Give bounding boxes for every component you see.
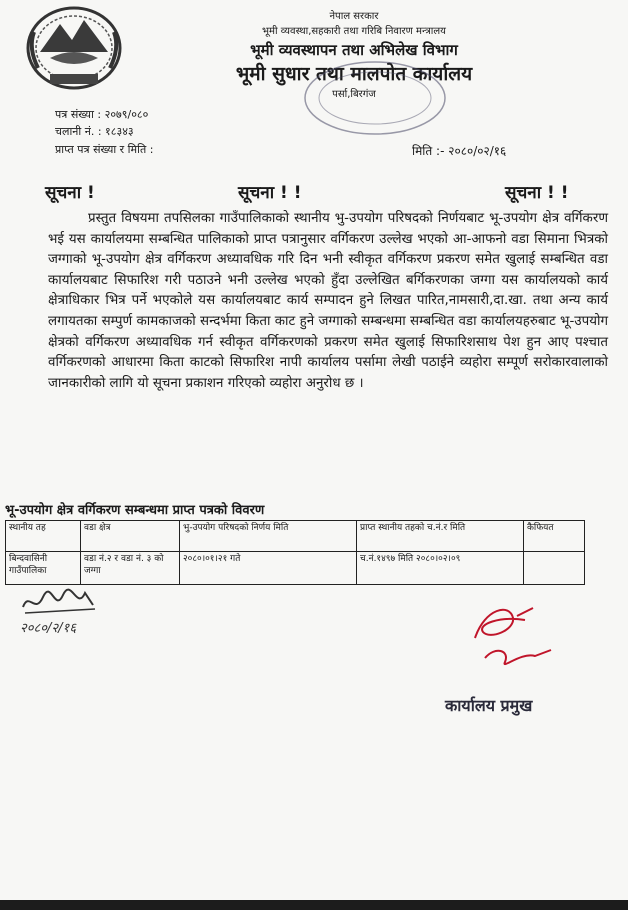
bottom-edge-bar bbox=[0, 900, 628, 910]
received-letter-info: प्राप्त पत्र संख्या र मिति : bbox=[55, 143, 154, 156]
cell-local-level: बिन्दवासिनी गाउँपालिका bbox=[6, 552, 81, 585]
cell-received-ref: च.नं.१४९७ मिति २०८०।०२।०९ bbox=[357, 552, 524, 585]
government-name: नेपाल सरकार bbox=[329, 11, 379, 22]
col-remarks: कैफियत bbox=[524, 521, 585, 552]
table-caption: भू-उपयोग क्षेत्र वर्गिकरण सम्बन्धमा प्राप्त पत्रको विवरण bbox=[5, 503, 265, 518]
col-received-ref: प्राप्त स्थानीय तहको च.नं.र मिति bbox=[357, 521, 524, 552]
red-signature-icon bbox=[455, 598, 565, 678]
notice-title-left: सूचना ! bbox=[45, 183, 95, 203]
cell-decision-date: २०८०।०१।२१ गते bbox=[180, 552, 357, 585]
office-name: भूमी सुधार तथा मालपोत कार्यालय bbox=[235, 63, 473, 85]
ministry-name: भूमी व्यवस्था,सहकारी तथा गरिबि निवारण मन्त्रालय bbox=[262, 26, 446, 37]
col-decision-date: भु-उपयोग परिषदको निर्णय मिति bbox=[180, 521, 357, 552]
office-head-label: कार्यालय प्रमुख bbox=[445, 696, 533, 715]
notice-body: प्रस्तुत विषयमा तपसिलका गाउँपालिकाको स्थानीय भु-उपयोग परिषदको निर्णयबाट भू-उपयोग क्षेत्र वर्गिकरण भई यस कार्यालयमा सम्बन्धित पालिकाको प्राप्त पत्रानुसार वर्गिकरण उल्लेख भएको आ-आफनो वडा सिमाना भित्रको जग्गाको भू-उपयोग क्षेत्र वर्गिकरण अध्यावधिक गरि दिन भनी स्वीकृत वर्गिकरण प्रकरण समेत खुलाई सम्बन्धित वडा कार्यालयबाट सिफारिश गरी पठाउने भनी उल्लेख भएको हुँदा उल्लेखित बर्गिकरणका जग्गा यस कार्यालयको कार्य क्षेत्राधिकार भित्र पर्ने भएकोले यस कार्यालयबाट कार्य सम्पादन हुने लिखत पारित,नामसारी,दा.खा. तथा अन्य कार्य लगायतका सम्पुर्ण कामकाजको सन्दर्भमा किता काट हुने जग्गाको सम्बन्धमा सम्बन्धित वडा कार्यालयहरुबाट भू-उपयोग क्षेत्रको वर्गिकरण अध्यावधिक गर्न स्वीकृत वर्गिकरणको प्रकरण समेत खुलाई सिफारिशसाथ पेश हुन आए पश्चात वर्गिकरणको आधारमा किता काटको सिफारिश नापी कार्यालय पर्सामा लेखी पठाईने व्यहोरा सम्पूर्ण सरोकारवालाको जानकारीको लागि यो सूचना प्रकाशन गरिएको व्यहोरा अनुरोध छ । bbox=[48, 211, 608, 391]
cell-ward-area: वडा नं.२ र वडा नं. ३ को जग्गा bbox=[81, 552, 180, 585]
notice-title-right: सूचना ! ! bbox=[505, 183, 569, 203]
left-signature-icon bbox=[15, 585, 115, 645]
department-name: भूमी व्यवस्थापन तथा अभिलेख विभाग bbox=[250, 41, 458, 59]
letter-number: पत्र संख्या : २०७९/०८० bbox=[55, 108, 149, 121]
dispatch-number: चलानी नं. : १८३४३ bbox=[55, 125, 134, 138]
notice-title-center: सूचना ! ! bbox=[238, 183, 302, 203]
office-stamp-icon bbox=[300, 58, 450, 138]
col-ward-area: वडा क्षेत्र bbox=[81, 521, 180, 552]
left-signature-date: २०८०/२/१६ bbox=[20, 621, 77, 636]
notice-date: मिति :- २०८०/०२/१६ bbox=[412, 144, 507, 158]
table-row bbox=[6, 552, 585, 585]
letter-details-table bbox=[5, 520, 585, 585]
col-local-level: स्थानीय तह bbox=[6, 521, 81, 552]
district-name: पर्सा,बिरगंज bbox=[332, 89, 376, 100]
table-header-row bbox=[6, 521, 585, 552]
cell-remarks bbox=[524, 552, 585, 585]
